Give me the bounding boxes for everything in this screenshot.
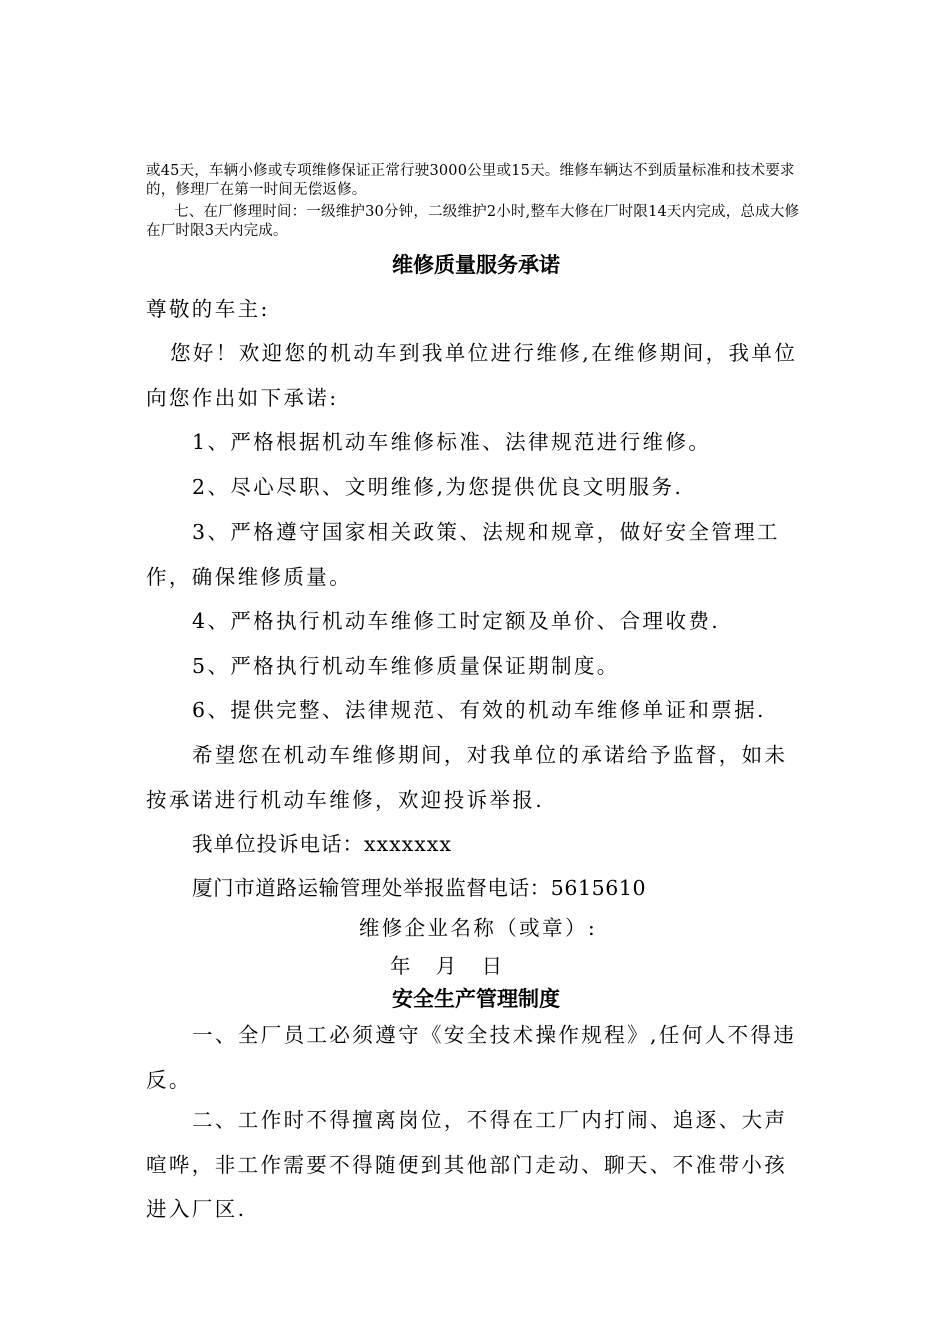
date-line: 年 月 日 [390, 954, 505, 978]
promise-item-1: 1、严格根据机动车维修标准、法律规范进行维修。 [192, 430, 712, 454]
promise-item-5: 5、严格执行机动车维修质量保证期制度。 [192, 654, 620, 678]
complaint-phone: 我单位投诉电话：xxxxxxx [192, 832, 452, 856]
promise-item-4: 4、严格执行机动车维修工时定额及单价、合理收费. [192, 609, 721, 633]
company-name-line: 维修企业名称（或章）: [358, 916, 598, 940]
promise-item-3: 3、严格遵守国家相关政策、法规和规章，做好安全管理工作，确保维修质量。 [146, 520, 780, 589]
supervision-phone: 厦门市道路运输管理处举报监督电话：5615610 [192, 876, 647, 900]
safety-title: 安全生产管理制度 [392, 987, 560, 1011]
safety-rule-2: 二、工作时不得擅离岗位，不得在工厂内打闹、追逐、大声喧哗，非工作需要不得随便到其他部门走动、聊天、不准带小孩进入厂区. [146, 1108, 788, 1221]
intro-paragraph: 您好！欢迎您的机动车到我单位进行维修,在维修期间，我单位向您作出如下承诺: [146, 341, 798, 410]
promise-item-2: 2、尽心尽职、文明维修,为您提供优良文明服务. [192, 475, 684, 499]
safety-rule-1: 一、全厂员工必须遵守《安全技术操作规程》,任何人不得违反。 [146, 1023, 797, 1092]
promise-title: 维修质量服务承诺 [392, 253, 560, 277]
repair-time-paragraph: 七、在厂修理时间：一级维护30分钟，二级维护2小时,整车大修在厂时限14天内完成，总成大修在厂时限3天内完成。 [146, 204, 800, 239]
warranty-paragraph: 或45天，车辆小修或专项维修保证正常行驶3000公里或15天。维修车辆达不到质量标准和技术要求的，修理厂在第一时间无偿返修。 [146, 163, 795, 198]
hope-paragraph: 希望您在机动车维修期间，对我单位的承诺给予监督，如未按承诺进行机动车维修，欢迎投诉举报. [146, 743, 788, 812]
promise-item-6: 6、提供完整、法律规范、有效的机动车维修单证和票据. [192, 698, 766, 722]
greeting: 尊敬的车主: [146, 297, 270, 321]
